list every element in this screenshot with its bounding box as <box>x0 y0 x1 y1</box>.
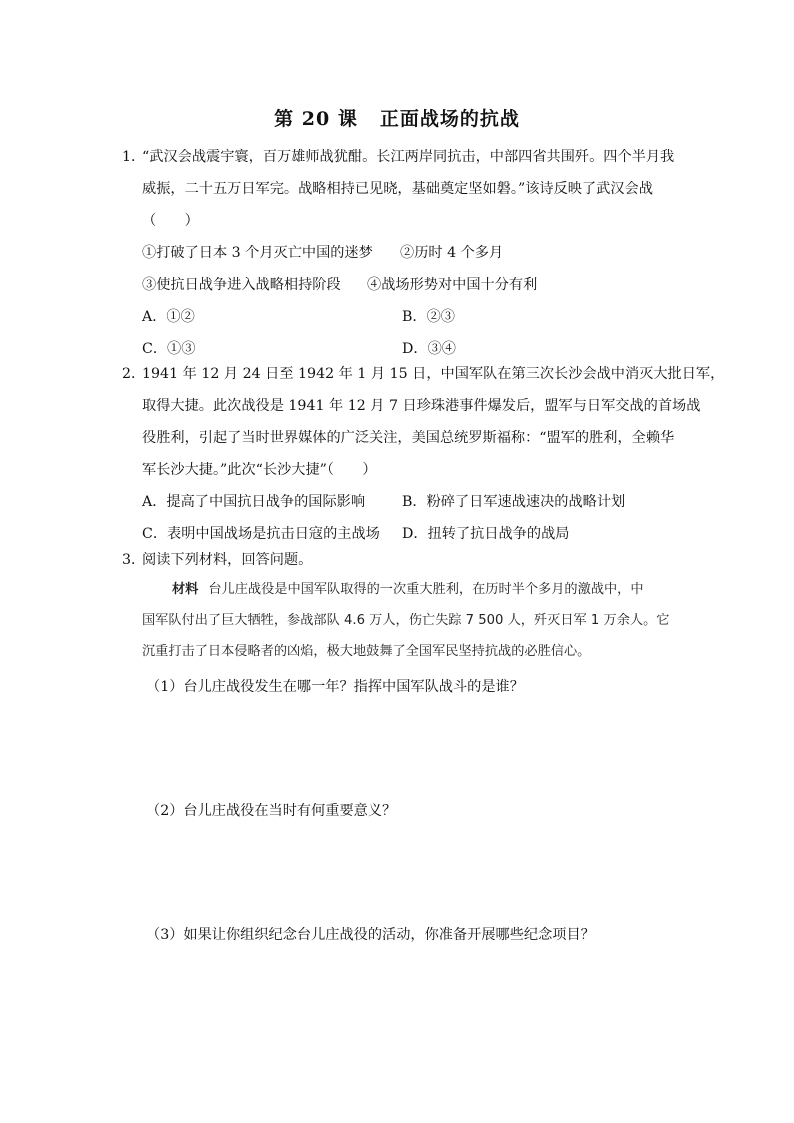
option-c: C．①③ <box>142 341 196 357</box>
question-text-line: “武汉会战震宇寰，百万雄师战犹酣。长江两岸同抗击，中部四省共围歼。四个半月我 <box>142 149 675 165</box>
question-3 <box>122 544 682 576</box>
question-intro: 阅读下列材料，回答问题。 <box>142 552 313 568</box>
option-a: A．①② <box>142 309 195 325</box>
question-text-line: 1941 年 12 月 24 日至 1942 年 1 月 15 日，中国军队在第三次长沙会战中消灭大批日军， <box>142 366 725 382</box>
material-text-line: 沉重打击了日本侵略者的凶焰，极大地鼓舞了全国军民坚持抗战的必胜信心。 <box>142 644 591 659</box>
lesson-name: 正面战场的抗战 <box>379 108 520 130</box>
statement-item: ①打破了日本 3 个月灭亡中国的迷梦 <box>142 245 373 261</box>
lesson-number: 第 20 课 <box>274 108 358 130</box>
page-title <box>0 104 794 131</box>
question-text-line: （ ） <box>142 213 199 229</box>
statement-item: ②历时 4 个多月 <box>400 245 504 261</box>
question-text-line: 役胜利，引起了当时世界媒体的广泛关注，美国总统罗斯福称：“盟军的胜利，全赖华 <box>142 430 675 446</box>
question-number: 2． <box>122 366 146 382</box>
option-c: C．表明中国战场是抗击日寇的主战场 <box>142 526 380 542</box>
statement-row <box>142 237 682 269</box>
option-row <box>142 301 682 333</box>
statement-item: ③使抗日战争进入战略相持阶段 <box>142 277 341 293</box>
question-number: 3． <box>122 552 146 568</box>
question-text-line: 军长沙大捷。”此次“长沙大捷”（ ） <box>142 462 377 478</box>
statement-row <box>142 269 682 301</box>
option-row <box>142 486 682 518</box>
question-text-line: 取得大捷。此次战役是 1941 年 12 月 7 日珍珠港事件爆发后，盟军与日军交战的首场战 <box>142 398 701 414</box>
material-text-line: 台儿庄战役是中国军队取得的一次重大胜利，在历时半个多月的激战中，中 <box>208 582 644 597</box>
question-1 <box>122 141 682 365</box>
question-2 <box>122 358 725 550</box>
sub-question-2: （2）台儿庄战役在当时有何重要意义？ <box>146 803 397 819</box>
question-text-line: 威振，二十五万日军完。战略相持已见晓，基础奠定坚如磐。”该诗反映了武汉会战 <box>142 181 653 197</box>
option-b: B．②③ <box>402 309 455 325</box>
statement-item: ④战场形势对中国十分有利 <box>367 277 538 293</box>
sub-question-1: （1）台儿庄战役发生在哪一年？指挥中国军队战斗的是谁？ <box>146 679 524 695</box>
question-number: 1． <box>122 149 146 165</box>
material-text-line: 国军队付出了巨大牺牲，参战部队 4.6 万人，伤亡失踪 7 500 人，歼灭日军 1 万余人。它 <box>142 613 670 628</box>
material-label: 材料 <box>172 582 199 597</box>
option-b: B．粉碎了日军速战速决的战略计划 <box>402 494 626 510</box>
sub-question-3: （3）如果让你组织纪念台儿庄战役的活动，你准备开展哪些纪念项目？ <box>146 927 595 943</box>
option-d: D．③④ <box>402 341 456 357</box>
option-a: A．提高了中国抗日战争的国际影响 <box>142 494 366 510</box>
material-block <box>142 574 682 667</box>
option-d: D．扭转了抗日战争的战局 <box>402 526 570 542</box>
